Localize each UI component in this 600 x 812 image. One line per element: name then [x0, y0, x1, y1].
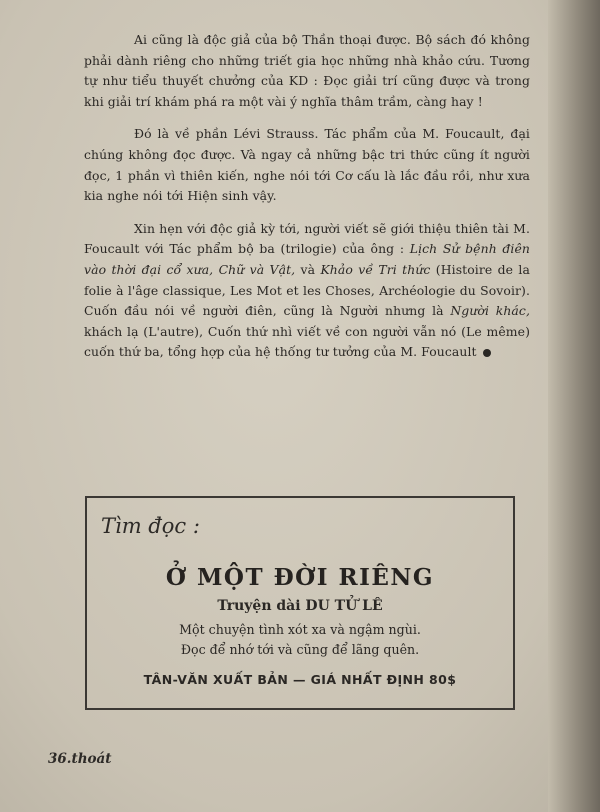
ad-publisher-price: TÂN-VĂN XUẤT BẢN — GIÁ NHẤT ĐỊNH 80$: [143, 672, 457, 687]
ad-book-title: Ở MỘT ĐỜI RIÊNG: [165, 564, 435, 591]
paragraph-3-text-1: Xin hẹn với độc giả kỳ tới, người viết sẽ giới thiệu thiên tài M. Foucault với Tác phẩm bộ ba (trilogie) của ông :: [84, 220, 530, 257]
paragraph-2: Đó là về phần Lévi Strauss. Tác phẩm của M. Foucault, đại chúng không đọc được. Và ngay cả những bậc tri thức cũng ít người đọc, 1 phần vì thiên kiến, nghe nói tới Cơ cấu là lắc đầu rồi, như xưa kia nghe nói tới Hiện sinh vậy.: [84, 126, 530, 204]
paragraph-3-text-3: (Histoire de la folie à l'âge classique, Les Mot et les Choses, Archéologie du Sovoir). Cuốn đầu nói về người điên, cũng là Người nhưng là: [84, 261, 530, 319]
paragraph-1: Ai cũng là độc giả của bộ Thần thoại được. Bộ sách đó không phải dành riêng cho những triết gia học những nhà khảo cứu. Tương tự như tiểu thuyết chưởng của KD : Đọc giải trí cũng được và trong khi giải trí khám phá ra một vài ý nghĩa thâm trầm, càng hay !: [84, 32, 530, 109]
paragraph-3: [84, 219, 530, 363]
other-term: Người khác,: [450, 303, 530, 319]
page-number: 36.thoát: [48, 751, 112, 767]
book-title-2: Chữ và Vật,: [218, 261, 296, 277]
end-bullet-icon: [483, 349, 491, 357]
book-advertisement: [85, 496, 515, 710]
page-binding-shadow: [548, 0, 600, 812]
book-title-1: Lịch Sử bệnh điên vào thời đại cổ xưa,: [84, 241, 530, 277]
ad-description-line-2: Đọc để nhớ tới và cũng để lãng quên.: [180, 642, 420, 657]
ad-description-line-1: Một chuyện tình xót xa và ngậm ngùi.: [179, 622, 421, 637]
paragraph-3-text-4: khách lạ (L'autre), Cuốn thứ nhì viết về con người vẫn nó (Le même) cuốn thứ ba, tổng hợp của hệ thống tư tưởng của M. Foucault: [84, 323, 530, 360]
ad-subtitle: Truyện dài DU TỬ LÊ: [217, 598, 383, 614]
ad-label: Tìm đọc :: [101, 514, 200, 538]
article-text: [84, 30, 530, 363]
paragraph-3-text-2: và: [300, 261, 316, 277]
book-title-3: Khảo về Tri thức: [320, 261, 431, 277]
